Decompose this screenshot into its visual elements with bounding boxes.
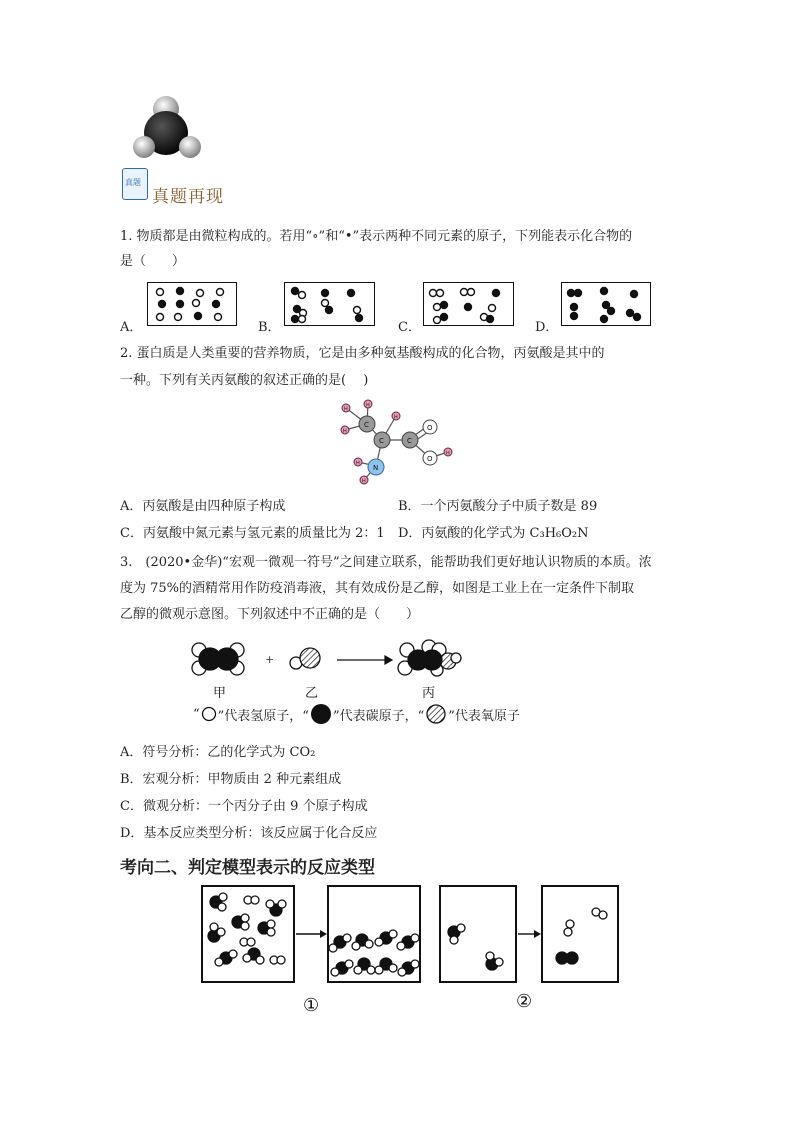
q3-option-a: A．符号分析：乙的化学式为 CO₂: [120, 745, 316, 760]
legend-o-text: ”代表氧原子: [448, 708, 520, 724]
q3-text-line2: 度为 75%的酒精常用作防疫消毒液，其有效成份是乙醇，如图是工业上在一定条件下制取: [120, 581, 635, 596]
q1-option-d-box: [561, 282, 651, 326]
oxygen-atom-icon: [424, 703, 448, 725]
atom-label-h3: H: [366, 402, 370, 409]
atom-label-n: N: [373, 464, 379, 472]
q1-option-b-label: B．: [258, 320, 281, 335]
q3-text-line3: 乙醇的微观示意图。下列叙述中不正确的是（ ）: [120, 607, 420, 622]
atom-label-h6: H: [356, 460, 360, 467]
atom-label-h5: H: [446, 450, 450, 457]
atom-label-o2: O: [427, 455, 433, 463]
legend-c-text: ”代表碳原子，“: [332, 708, 425, 724]
q1-text-line2: 是（ ）: [120, 254, 186, 269]
section-icon-label: 真题: [125, 178, 141, 187]
q3-option-b: B．宏观分析：甲物质由 2 种元素组成: [120, 772, 342, 787]
legend-h-open: “: [193, 706, 200, 722]
q3-text-line1: 3. (2020•金华)“宏观一微观一符号”之间建立联系，能帮助我们更好地认识物质的本质。浓: [120, 555, 652, 570]
reactant-yi-molecule: [290, 648, 320, 669]
atom-label-c1: C: [364, 421, 369, 429]
reaction-arrow: [337, 656, 392, 664]
q2-text-line1: 2. 蛋白质是人类重要的营养物质，它是由多种氨基酸构成的化合物，丙氨酸是其中的: [120, 346, 605, 361]
q1-option-d-label: D．: [535, 320, 559, 335]
q2-text-line2: 一种。下列有关丙氨酸的叙述正确的是( ): [120, 373, 369, 388]
section-title: 真题再现: [152, 187, 224, 207]
atom-label-h4: H: [394, 414, 398, 421]
q1-option-d-particles: [562, 283, 649, 324]
q1-option-a-particles: [148, 283, 235, 324]
ethanol-reaction-diagram: [185, 636, 475, 700]
legend-h-text: ”代表氢原子，“: [217, 708, 309, 724]
atom-label-h2: H: [343, 428, 347, 435]
q3-option-d: D．基本反应类型分析：该反应属于化合反应: [120, 826, 378, 841]
section2-title: 考向二、判定模型表示的反应类型: [120, 858, 375, 878]
product-bing-molecule: [398, 640, 461, 676]
reaction-model-figure-1: [200, 884, 430, 1019]
q3-option-c: C．微观分析：一个丙分子由 9 个原子构成: [120, 799, 368, 814]
q1-option-c-particles: [424, 283, 512, 324]
figure-label-2: ②: [516, 991, 533, 1012]
q1-option-b-box: [284, 282, 375, 326]
alanine-molecule-diagram: [330, 396, 470, 491]
hydrogen-atom-icon: [200, 705, 218, 723]
atom-label-h7: H: [362, 478, 366, 485]
q3-legend: [193, 703, 520, 725]
label-bing: 丙: [422, 686, 436, 700]
label-jia: 甲: [213, 686, 227, 700]
q2-option-d: D．丙氨酸的化学式为 C₃H₆O₂N: [398, 526, 589, 541]
q2-option-a: A．丙氨酸是由四种原子构成: [120, 499, 286, 514]
label-yi: 乙: [305, 686, 319, 700]
molecule-decoration: [130, 95, 210, 160]
reactant-jia-molecule: [192, 643, 244, 675]
figure-label-1: ①: [303, 995, 320, 1016]
reaction-model-figure-2: [438, 884, 638, 1019]
atom-label-c3: C: [407, 437, 412, 445]
q1-text-line1: 1. 物质都是由微粒构成的。若用“∘”和“•”表示两种不同元素的原子，下列能表示化合物的: [120, 229, 633, 244]
q2-option-c: C．丙氨酸中氮元素与氢元素的质量比为 2：1: [120, 526, 385, 541]
atom-label-o1: O: [427, 424, 433, 432]
q1-option-a-label: A．: [120, 320, 143, 335]
carbon-atom-icon: [309, 703, 333, 725]
atom-label-h1: H: [344, 406, 348, 413]
q1-option-c-box: [423, 282, 514, 326]
q1-option-c-label: C．: [398, 320, 421, 335]
section-icon: [122, 168, 148, 200]
q2-option-b: B．一个丙氨酸分子中质子数是 89: [398, 499, 598, 514]
q1-option-a-box: [147, 282, 237, 326]
q1-option-b-particles: [285, 283, 373, 324]
plus-sign: +: [265, 653, 275, 666]
atom-label-c2: C: [379, 437, 384, 445]
